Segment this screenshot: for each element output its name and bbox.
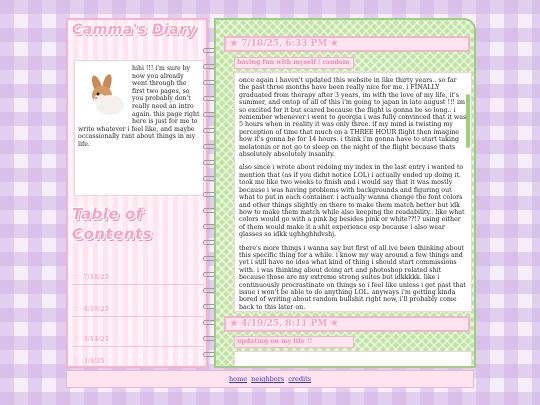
bunny-image [84, 73, 128, 117]
toc-item-label: 3/14/25 [83, 336, 109, 343]
post-body [234, 72, 472, 312]
credits-link[interactable]: credits [288, 375, 312, 383]
intro-box [74, 60, 204, 196]
neighbors-link[interactable]: neighbors [251, 375, 285, 383]
right-panel[interactable] [214, 18, 476, 368]
toc-item[interactable] [72, 358, 204, 368]
post-paragraph: there's more things i wanna say but first of all ive been thinking about this specific thing for a while. i know my way around a few things and yet i still have no idea what kind of thing i should start commissions with. i was thinking about doing art and photoshop related shit because those are my extreme strong suites but idkkkkk. like i continuously procrastinate on things so i feel like unless i get past that issue i won't be able to do anything LOL. anyways i'm getting kinda bored of writing about random bullshit right now, i'll probably come back to this later on. [239, 244, 466, 311]
post-paragraph: also since i wrote about redoing my index in the last entry i wanted to mention that (as if you didnt notice LOL) i actually ended up doing it. took me like two weeks to finish and i would say that it was mostly because i was having problems with backgrounds and figuring out what to put in each container. i actually wanna change the font colors and other things slightly on there to make them match better but idk how to make them match while also keeping the readability.. like what colors would go with a pink bg besides pink or white??!? using either of them would make it a shit experience esp because i also wear glasses so idkk ughhghhdvshj. [239, 164, 465, 239]
post-date: ★ 7/18/25, 6:33 PM ★ [224, 36, 470, 52]
toc-item[interactable] [72, 336, 204, 347]
toc-item-label: 7/18/25 [83, 274, 109, 281]
toc-item[interactable] [72, 306, 204, 317]
home-link[interactable]: home [228, 375, 248, 383]
toc-item-label: 3/1/25 [83, 358, 105, 365]
post-date: ★ 4/19/25, 8:11 PM ★ [224, 316, 470, 332]
scrollbar[interactable] [466, 94, 470, 148]
post-body [234, 351, 472, 368]
diary-page [66, 18, 474, 388]
toc-title: Table of Contents [72, 205, 153, 243]
left-panel [66, 18, 208, 368]
footer-nav [66, 370, 474, 388]
post-title: updating on my life !! [234, 336, 354, 348]
heart-icon: ♡ [74, 306, 80, 313]
post-title: having fun with myself / random [234, 57, 354, 69]
heart-icon: ♡ [74, 358, 80, 365]
intro-text: hihi !!! i'm sure by now you already went through the first two pages, so you probably don't really need an intro again. this page right here is just for me to write whatever i feel like, and maybe occassionally rant about things in my life. [78, 65, 200, 148]
toc-item-label: 4/19/25 [83, 306, 109, 313]
heart-icon: ♡ [74, 274, 80, 281]
heart-icon: ♡ [74, 336, 80, 343]
post-paragraph: once again i haven't updated this website in like thirty years.. so far the past three months have been really nice for me. i FINALLY graduated from therapy after 3 years, im with the love of my life, it's summer, and ontop of all of this i'm going to japan in late august !!! im so excited for it but scared because the flight is gonna be so long.. i remember whenever i went to georgia i was fully convinced that it was 5 hours when in reality it was only three. if my mind is twisting my perception of time that much on a THREE HOUR flight then imagine how it's gonna be for 14 hours. i think i'm gonna have to start taking melatonin or not go to sleep on the night of the flight because thats absolutely absolutely insanity. [239, 77, 467, 159]
toc-item[interactable] [72, 274, 204, 285]
diary-title: Camma's Diary [72, 22, 197, 38]
